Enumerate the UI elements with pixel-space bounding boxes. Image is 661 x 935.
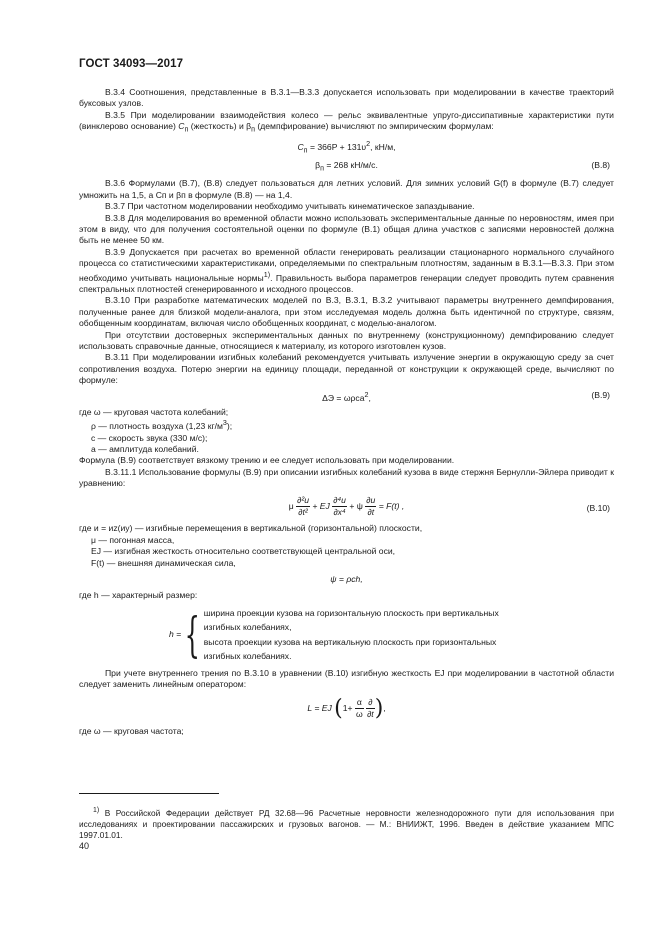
where-mu: μ — погонная масса, <box>91 534 175 545</box>
where-h: где h — характерный размер: <box>79 590 198 601</box>
equation-number-b8: (В.8) <box>591 160 610 171</box>
h-definition <box>169 606 614 664</box>
page-number: 40 <box>79 841 90 851</box>
h-case-1: ширина проекции кузова на горизонтальную плоскость при вертикальных <box>203 607 499 618</box>
para-b38: В.3.8 Для моделирования во временной области можно использовать экспериментальные данные по неровностям, имея при этом в виду, что для получения состоятельной оценки по формуле (В.1) общая длина участков с записями неровностей должна быть не менее 50 км. <box>79 212 614 246</box>
footnote: $^{1)}$ В Российской Федерации действует РД 32.68—96 Расчетные неровности железнодорожного пути для использования при исследованиях и проектировании пассажирских и грузовых вагонов. — М.: ВНИИЖТ, 1996. Введен в действие указанием МПС 1997.01.01. <box>79 807 614 841</box>
where-rho: ρ — плотность воздуха (1,23 $кг/м^3$); <box>91 419 233 432</box>
para-b35: В.3.5 При моделировании взаимодействия колесо — рельс эквивалентные упруго-диссипативные характеристики пути (винклерово основание) $C_п$ (жесткость) и $\beta_п$ (демпфирование) вычисляют по эмпирическим формулам: <box>79 109 614 134</box>
equation-number-b9: (В.9) <box>591 389 610 400</box>
para-b311: В.3.11 При моделировании изгибных колебаний рекомендуется учитывать излучение энергии в окружающую среду за счет сопротивления воздуха. Потерю энергии на единицу площади, переданной от конструкции к окружающей среде, вычисляют по формуле: <box>79 352 614 386</box>
where-a: a — амплитуда колебаний. <box>91 443 199 454</box>
equation-cn: $C_п = 366P + 131\upsilon^2$, кН/м, <box>297 140 396 155</box>
h-case-2: высота проекции кузова на вертикальную плоскость при горизонтальных <box>203 636 497 647</box>
where-f: F(t) — внешняя динамическая сила, <box>91 557 236 568</box>
where-omega-circular: где ω — круговая частота; <box>79 726 184 737</box>
h-case-1b: изгибных колебаниях, <box>203 622 292 633</box>
where-ej: EJ — изгибная жесткость относительно соответствующей центральной оси, <box>91 546 396 557</box>
equation-b10: μ $\frac{\text{∂²и}}{\text{∂t²}}$ + EJ $\frac{\text{∂⁴и}}{\text{∂x⁴}}$ + ψ $\frac{\partial и}{\partial t}$ = F(t) , (В.10) <box>288 494 610 517</box>
where-u: где и = иz(иy) — изгибные перемещения в вертикальной (горизонтальной) плоскости, <box>79 523 423 534</box>
equation-b9: ΔЭ = ωρca$^2$, (В.9) <box>322 389 610 403</box>
para-b310b: При отсутствии достоверных экспериментальных данных по внутреннему (конструкционному) демпфированию следует использовать справочные данные, относящиеся к материалу, из которого изготовлен кузов. <box>79 329 614 351</box>
para-b37: В.3.7 При частотном моделировании необходимо учитывать кинематическое запаздывание. <box>105 201 475 212</box>
equation-beta: $\beta_п = 268$ кН/м/с. (В.8) <box>315 160 610 174</box>
para-internal-friction: При учете внутреннего трения по В.3.10 в уравнении (В.10) изгибную жесткость EJ при моделировании в частотной области следует заменить линейным оператором: <box>79 667 614 690</box>
para-b34: В.3.4 Соотношения, представленные в В.3.1—В.3.3 допускается использовать при моделировании в качестве траекторий буксовых узлов. <box>79 87 614 109</box>
footnote-divider <box>79 793 219 794</box>
h-case-2b: изгибных колебаниях. <box>203 651 292 662</box>
para-b36: В.3.6 Формулами (В.7), (В.8) следует пользоваться для летних условий. Для зимних условий G(f) в формуле (В.7) следует умножить на 1,5, а Cп и βп в формуле (В.8) — на 1,4. <box>79 178 614 200</box>
where-c: c — скорость звука (330 м/с); <box>91 432 208 443</box>
h-label: h = <box>169 629 182 640</box>
equation-L: L = EJ (1+ $\frac{\alpha}{\omega}$ $\frac{\partial}{\partial t}$ ), <box>307 695 386 721</box>
para-b39: В.3.9 Допускается при расчетах во временной области генерировать реализации стационарного нормального случайного процесса со статистическими характеристиками, определяемыми по спектральным плотностям, заданным в В.3.1—В.3.3. При этом необходимо учитывать национальные нормы$^{1)}$. Правильность выбора параметров генерации следует проводить путем сравнения спектральных плотностей сгенерированного и исходного процессов. <box>79 246 614 294</box>
equation-psi: ψ = ρch, <box>330 574 363 585</box>
para-b9-note: Формула (В.9) соответствует вязкому трению и ее следует использовать при моделировании. <box>79 455 455 466</box>
equation-number-b10: (В.10) <box>586 502 610 513</box>
brace-icon: { <box>184 606 201 663</box>
footnote-ref[interactable]: 1) <box>263 270 271 279</box>
standard-header: ГОСТ 34093—2017 <box>79 58 184 70</box>
main-text <box>79 87 614 738</box>
para-b310: В.3.10 При разработке математических моделей по В.3, В.3.1, В.3.2 учитывают параметры внутреннего демпфирования, полученные ранее для близкой модели-аналога, при этом исследуемая модель должна быть идентичной по структуре, связям, обобщенным координатам, включая число обобщенных координат, с моделью-аналогом. <box>79 295 614 329</box>
para-b3111: В.3.11.1 Использование формулы (В.9) при описании изгибных колебаний кузова в виде стержня Бернулли-Эйлера приводит к уравнению: <box>79 466 614 489</box>
where-omega-freq: где ω — круговая частота колебаний; <box>79 406 229 417</box>
